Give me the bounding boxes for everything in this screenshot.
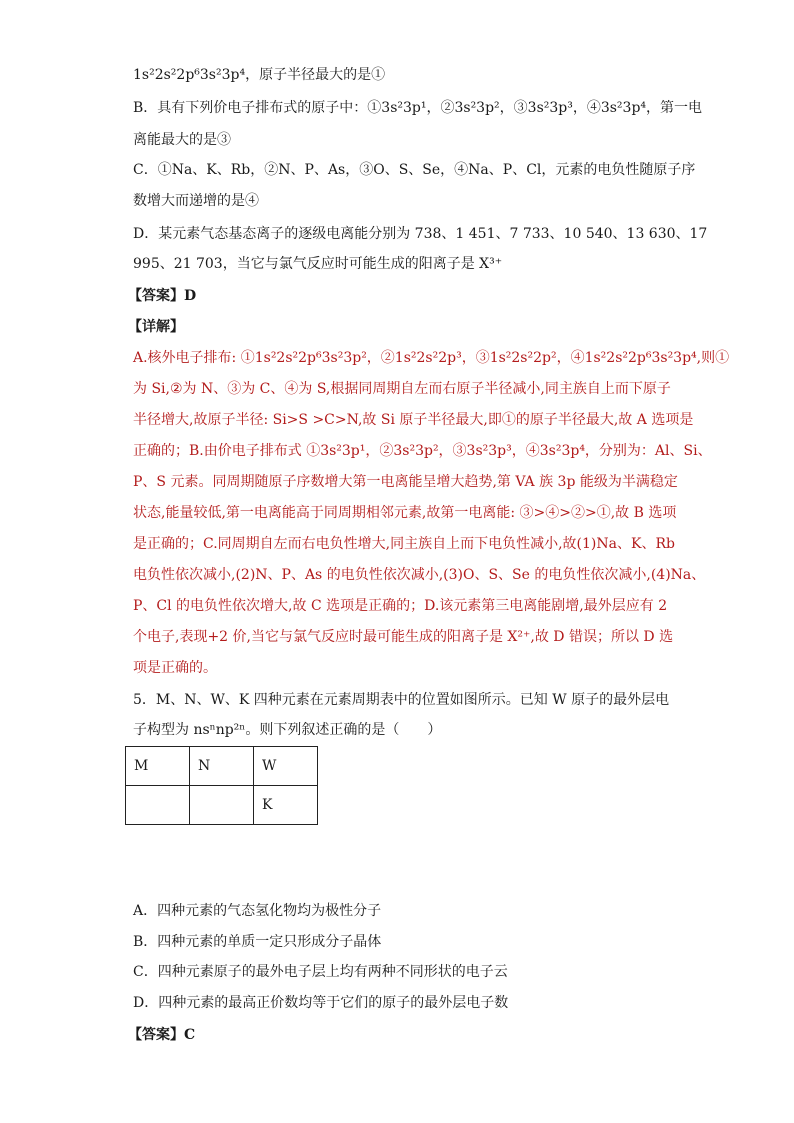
answer-label: 【答案】D <box>128 288 197 304</box>
periodic-position-table <box>125 746 318 825</box>
explanation-line: 半径增大,故原子半径: Si>S >C>N,故 Si 原子半径最大,即①的原子半径最大,故 A 选项是 <box>133 412 694 428</box>
explanation-line: 为 Si,②为 N、③为 C、④为 S,根据同周期自左而右原子半径减小,同主族自上而下原子 <box>133 381 671 397</box>
table-cell-empty <box>190 786 254 825</box>
answer-label: 【答案】C <box>128 1027 196 1043</box>
table-cell-m: M <box>126 747 190 786</box>
question-5-option-d: D．四种元素的最高正价数均等于它们的原子的最外层电子数 <box>133 995 509 1011</box>
explanation-line: 项是正确的。 <box>133 660 217 676</box>
option-b-line-2: 离能最大的是③ <box>133 132 231 148</box>
explanation-line: 个电子,表现+2 价,当它与氯气反应时最可能生成的阳离子是 X²⁺,故 D 错误；所以 D 选 <box>133 629 674 645</box>
table-row <box>126 747 318 786</box>
explanation-line: A.核外电子排布: ①1s²2s²2p⁶3s²3p²，②1s²2s²2p³，③1s²2s²2p²，④1s²2s²2p⁶3s²3p⁴,则① <box>133 350 730 366</box>
explanation-label: 【详解】 <box>128 319 184 335</box>
table-cell-w: W <box>254 747 318 786</box>
option-b-line-1: B．具有下列价电子排布式的原子中：①3s²3p¹，②3s²3p²，③3s²3p³，④3s²3p⁴，第一电 <box>133 100 703 116</box>
question-5-option-c: C．四种元素原子的最外电子层上均有两种不同形状的电子云 <box>133 964 508 980</box>
table-cell-n: N <box>190 747 254 786</box>
table-row <box>126 786 318 825</box>
explanation-line: P、S 元素。同周期随原子序数增大第一电离能呈增大趋势,第 VA 族 3p 能级为半满稳定 <box>133 474 678 490</box>
option-d-line-1: D．某元素气态基态离子的逐级电离能分别为 738、1 451、7 733、10 540、13 630、17 <box>133 226 708 242</box>
explanation-line: 电负性依次减小,(2)N、P、As 的电负性依次减小,(3)O、S、Se 的电负性依次减小,(4)Na、 <box>133 567 706 583</box>
table-cell-k: K <box>254 786 318 825</box>
explanation-line: 正确的；B.由价电子排布式 ①3s²3p¹，②3s²3p²，③3s²3p³，④3s²3p⁴，分别为：Al、Si、 <box>133 443 712 459</box>
question-5-option-b: B．四种元素的单质一定只形成分子晶体 <box>133 934 382 950</box>
question-5-stem-line-2: 子构型为 nsⁿnp²ⁿ。则下列叙述正确的是（ ） <box>133 722 442 738</box>
explanation-line: P、Cl 的电负性依次增大,故 C 选项是正确的；D.该元素第三电离能剧增,最外层应有 2 <box>133 598 668 614</box>
option-d-line-2: 995、21 703，当它与氯气反应时可能生成的阳离子是 X³⁺ <box>133 256 503 272</box>
explanation-line: 状态,能量较低,第一电离能高于同周期相邻元素,故第一电离能: ③>④>②>①,故 B 选项 <box>133 505 677 521</box>
option-c-line-2: 数增大而递增的是④ <box>133 193 259 209</box>
option-a-continuation: 1s²2s²2p⁶3s²3p⁴，原子半径最大的是① <box>133 67 386 83</box>
question-5-stem-line-1: 5．M、N、W、K 四种元素在元素周期表中的位置如图所示。已知 W 原子的最外层电 <box>133 692 670 708</box>
table-cell-empty <box>126 786 190 825</box>
question-5-option-a: A．四种元素的气态氢化物均为极性分子 <box>133 903 382 919</box>
option-c-line-1: C．①Na、K、Rb，②N、P、As，③O、S、Se，④Na、P、Cl，元素的电负性随原子序 <box>133 162 696 178</box>
explanation-line: 是正确的；C.同周期自左而右电负性增大,同主族自上而下电负性减小,故(1)Na、K、Rb <box>133 536 675 552</box>
